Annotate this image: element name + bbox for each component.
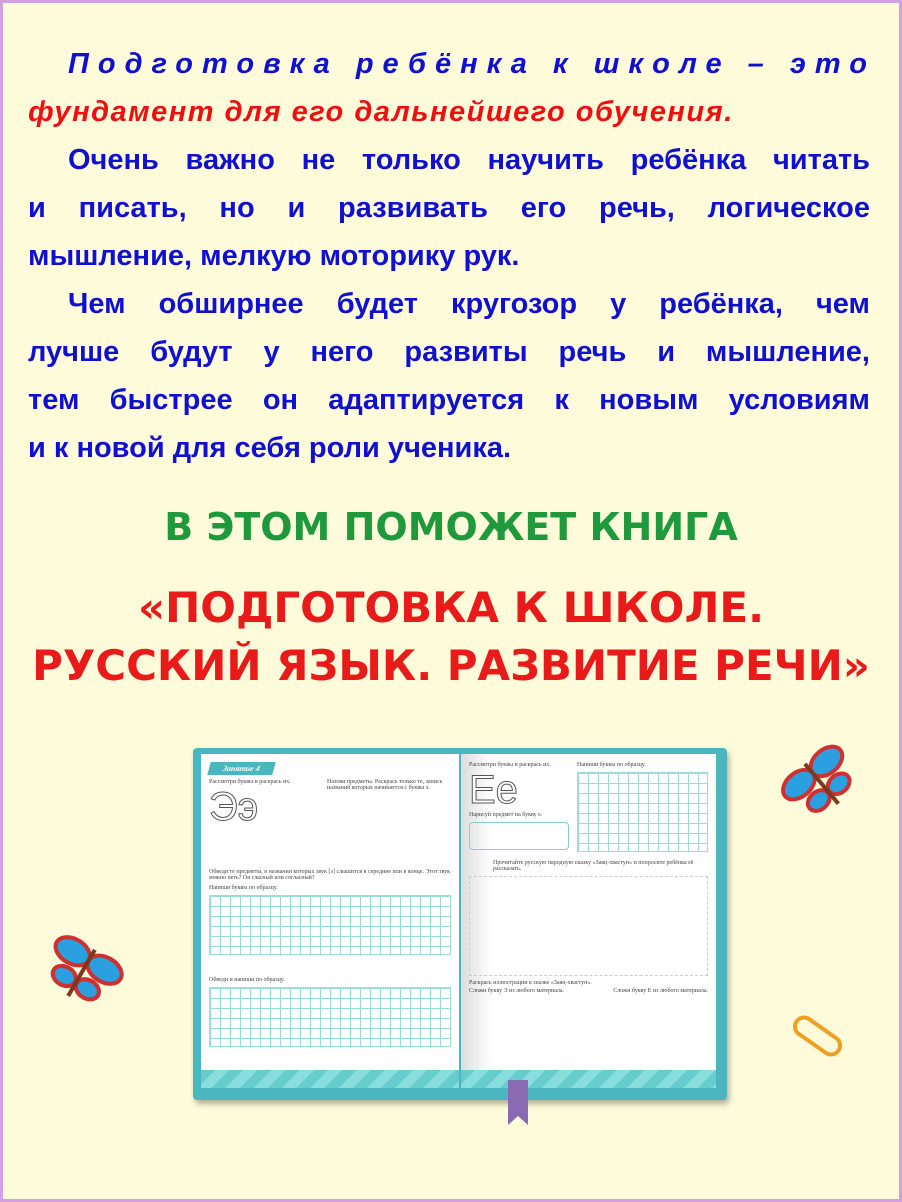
book-title-line-1: «ПОДГОТОВКА К ШКОЛЕ. bbox=[137, 583, 765, 632]
intro-line-1: Подготовка ребёнка к школе – это bbox=[68, 48, 876, 80]
writing-grid bbox=[209, 895, 451, 955]
task-text: Сложи букву Э из любого материала. bbox=[469, 988, 565, 994]
task-text: Назови предметы. Раскрась только те, запись названий которых начинается с буквы э. bbox=[327, 779, 443, 791]
paragraph-line: лучше будут у него развиты речь и мышление, bbox=[28, 336, 870, 368]
book-left-page bbox=[201, 754, 459, 1088]
task-text: Напиши буквы по образцу. bbox=[209, 885, 278, 891]
illustration bbox=[469, 876, 708, 976]
book-preview bbox=[193, 748, 727, 1100]
heading: В ЭТОМ ПОМОЖЕТ КНИГА bbox=[164, 505, 738, 549]
butterfly-icon bbox=[778, 740, 864, 826]
butterfly-icon bbox=[38, 928, 126, 1016]
task-text: Рассмотри буквы и раскрась их. bbox=[209, 779, 291, 785]
task-text: Обведи те предметы, в названии которых звук [э] слышится в середине или в конце. Этот звук можно петь? Он гласный или согласный? bbox=[209, 869, 450, 881]
writing-grid bbox=[577, 772, 708, 852]
task-text: Нарисуй предмет на букву е. bbox=[469, 812, 543, 818]
paragraph-line: и к новой для себя роли ученика. bbox=[28, 432, 512, 464]
book-right-page bbox=[461, 754, 716, 1088]
task-text: Раскрась иллюстрации к сказке «Заяц-хвастун». bbox=[469, 980, 592, 986]
letters-image: Ээ bbox=[209, 785, 259, 829]
paragraph-line: и писать, но и развивать его речь, логическое bbox=[28, 192, 870, 224]
book-title-line-2: РУССКИЙ ЯЗЫК. РАЗВИТИЕ РЕЧИ» bbox=[32, 641, 870, 690]
task-text: Рассмотри буквы и раскрась их. bbox=[469, 762, 551, 768]
paragraph-line: Чем обширнее будет кругозор у ребёнка, чем bbox=[68, 288, 870, 320]
writing-grid bbox=[209, 987, 451, 1047]
task-text: Напиши буквы по образцу. bbox=[577, 762, 646, 768]
task-text: Сложи букву Е из любого материала. bbox=[613, 988, 708, 994]
intro-text bbox=[28, 40, 876, 472]
task-text: Обведи и напиши по образцу. bbox=[209, 977, 285, 983]
page-footer bbox=[201, 1070, 459, 1088]
page-footer bbox=[461, 1070, 716, 1088]
drawing-box bbox=[469, 822, 569, 850]
lesson-tag: Занятие 4 bbox=[207, 762, 275, 775]
paragraph-line: мышление, мелкую моторику рук. bbox=[28, 240, 520, 272]
paragraph-line: тем быстрее он адаптируется к новым условиям bbox=[28, 384, 870, 416]
intro-line-2: фундамент для его дальнейшего обучения. bbox=[28, 96, 734, 128]
letters-image: Ее bbox=[469, 768, 518, 812]
task-text: Прочитайте русскую народную сказку «Заяц-хвастун» и попросите ребёнка её рассказать. bbox=[493, 860, 694, 872]
paragraph-line: Очень важно не только научить ребёнка читать bbox=[68, 144, 870, 176]
